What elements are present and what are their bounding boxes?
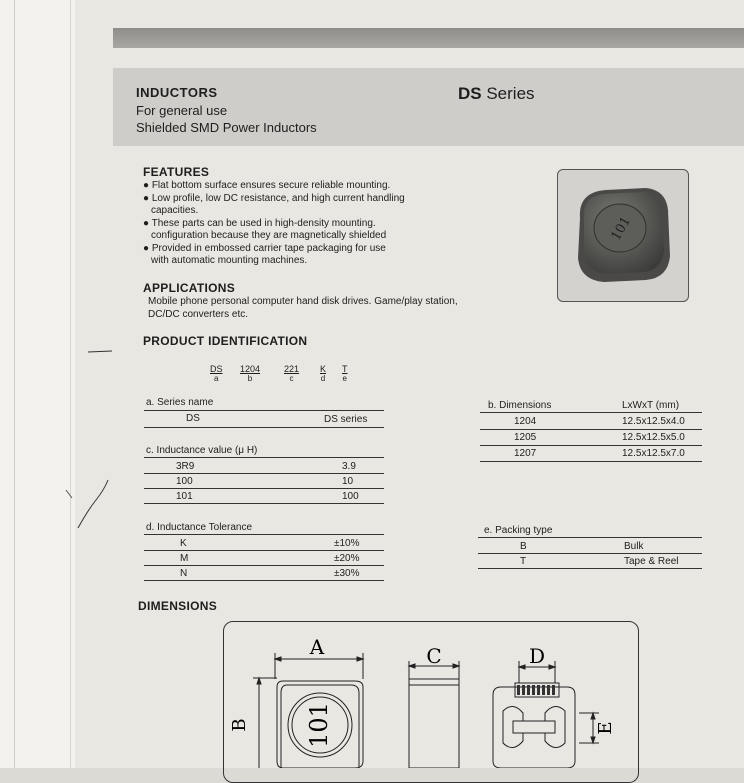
- inductance-value: 10: [342, 476, 354, 487]
- gutter-line: [14, 0, 15, 768]
- dimension-value: 12.5x12.5x4.0: [622, 416, 685, 427]
- applications-line: Mobile phone personal computer hand disk drives. Game/play station,: [148, 296, 458, 307]
- product-code-part: [210, 364, 223, 383]
- dimension-key: 1207: [514, 448, 537, 459]
- feature-text: Flat bottom surface ensures secure reliable mounting.: [151, 180, 391, 191]
- table-cell: DS series: [324, 414, 368, 425]
- inductance-title: c. Inductance value (μ H): [146, 445, 258, 456]
- table-rule: [478, 568, 702, 569]
- tolerance-key: M: [180, 553, 189, 564]
- inductance-value: 3.9: [342, 461, 356, 472]
- drawing-part-marking: 101: [305, 702, 333, 748]
- feature-line: [143, 230, 473, 243]
- dimension-label-d: D: [528, 644, 546, 668]
- feature-line: [143, 205, 473, 218]
- table-rule: [480, 461, 702, 462]
- tolerance-value: ±10%: [334, 538, 360, 549]
- packing-key: B: [520, 541, 527, 552]
- table-rule: [144, 473, 384, 474]
- table-rule: [144, 534, 384, 535]
- features-heading: FEATURES: [143, 165, 210, 179]
- table-rule: [144, 488, 384, 489]
- product-code-letter: e: [342, 374, 347, 383]
- feature-text: Provided in embossed carrier tape packaging for use: [151, 242, 386, 254]
- inductance-key: 101: [176, 491, 193, 502]
- feature-text: with automatic mounting machines.: [151, 255, 308, 266]
- feature-line: [143, 180, 473, 193]
- series-code: DS: [458, 84, 482, 103]
- applications-line: DC/DC converters etc.: [148, 308, 249, 320]
- inductance-value: 100: [342, 491, 359, 502]
- dimension-key: 1205: [514, 432, 537, 443]
- feature-line: [143, 218, 473, 231]
- dimension-label-a: A: [309, 635, 325, 659]
- table-rule: [144, 427, 384, 428]
- table-rule: [144, 565, 384, 566]
- table-rule: [144, 410, 384, 411]
- tolerance-value: ±30%: [334, 568, 360, 579]
- table-rule: [144, 503, 384, 504]
- table-rule: [478, 537, 702, 538]
- packing-title: e. Packing type: [484, 525, 553, 536]
- type-subtitle: Shielded SMD Power Inductors: [136, 120, 317, 135]
- dimension-label-c: C: [426, 644, 442, 668]
- series-title: [458, 84, 535, 104]
- bullet-icon: ●: [143, 217, 152, 229]
- pencil-marks: [60, 340, 120, 540]
- table-rule: [478, 553, 702, 554]
- dimension-value: 12.5x12.5x5.0: [622, 432, 685, 443]
- packing-key: T: [520, 556, 527, 567]
- packing-value: Tape & Reel: [624, 556, 679, 567]
- bullet-icon: ●: [143, 242, 152, 254]
- inductance-key: 3R9: [176, 461, 195, 472]
- dimension-label-b: B: [229, 718, 250, 732]
- feature-line: [143, 255, 473, 268]
- applications-heading: APPLICATIONS: [143, 281, 236, 295]
- photo-marking: 101: [608, 214, 635, 244]
- product-code-part: [240, 364, 260, 383]
- table-rule: [480, 412, 702, 413]
- table-rule: [480, 429, 702, 430]
- bullet-icon: ●: [143, 180, 152, 191]
- inductor-photo-illustration: [558, 170, 688, 301]
- feature-line: [143, 193, 473, 206]
- product-code-segment: T: [342, 364, 348, 374]
- series-word: Series: [481, 84, 535, 103]
- bullet-icon: ●: [143, 192, 152, 204]
- table-rule: [144, 550, 384, 551]
- category-title: INDUCTORS: [136, 85, 218, 100]
- product-code-part: [320, 364, 326, 383]
- table-rule: [144, 580, 384, 581]
- product-code-part: [342, 364, 348, 383]
- product-code-segment: 1204: [240, 364, 261, 374]
- tolerance-key: K: [180, 538, 187, 549]
- feature-line: [143, 243, 473, 256]
- tolerance-title: d. Inductance Tolerance: [146, 522, 253, 533]
- dimensions-heading: DIMENSIONS: [138, 599, 218, 613]
- applications-text: [148, 296, 538, 321]
- table-rule: [480, 445, 702, 446]
- product-code-segment: DS: [210, 364, 223, 374]
- product-code-letter: d: [320, 374, 326, 383]
- table-cell: DS: [186, 413, 200, 424]
- dimension-value: 12.5x12.5x7.0: [622, 448, 685, 459]
- feature-text: Low profile, low DC resistance, and high current handling: [151, 192, 405, 204]
- product-code-part: [284, 364, 299, 383]
- table-rule: [144, 457, 384, 458]
- features-list: [143, 180, 473, 268]
- inductance-key: 100: [176, 476, 193, 487]
- packing-value: Bulk: [624, 541, 644, 552]
- dimensions-drawing: [223, 621, 637, 768]
- feature-text: These parts can be used in high-density mounting.: [151, 217, 376, 229]
- product-code-letter: a: [214, 374, 219, 383]
- top-band: [113, 28, 744, 48]
- product-code-letter: b: [247, 374, 253, 383]
- tolerance-key: N: [180, 568, 188, 579]
- dimensions-table-header: LxWxT (mm): [622, 400, 680, 411]
- tolerance-value: ±20%: [334, 553, 360, 564]
- product-code-segment: 221: [284, 364, 300, 374]
- product-code-letter: c: [289, 374, 294, 383]
- dimension-key: 1204: [514, 416, 537, 427]
- dimension-label-e: E: [595, 721, 616, 735]
- product-photo: [557, 169, 689, 302]
- feature-text: configuration because they are magnetically shielded: [151, 230, 387, 241]
- series-name-title: a. Series name: [146, 397, 214, 408]
- product-identification-heading: PRODUCT IDENTIFICATION: [143, 334, 308, 348]
- product-code-segment: K: [320, 364, 327, 374]
- use-subtitle: For general use: [136, 103, 228, 118]
- feature-text: capacities.: [151, 205, 199, 216]
- dimensions-table-title: b. Dimensions: [488, 400, 552, 411]
